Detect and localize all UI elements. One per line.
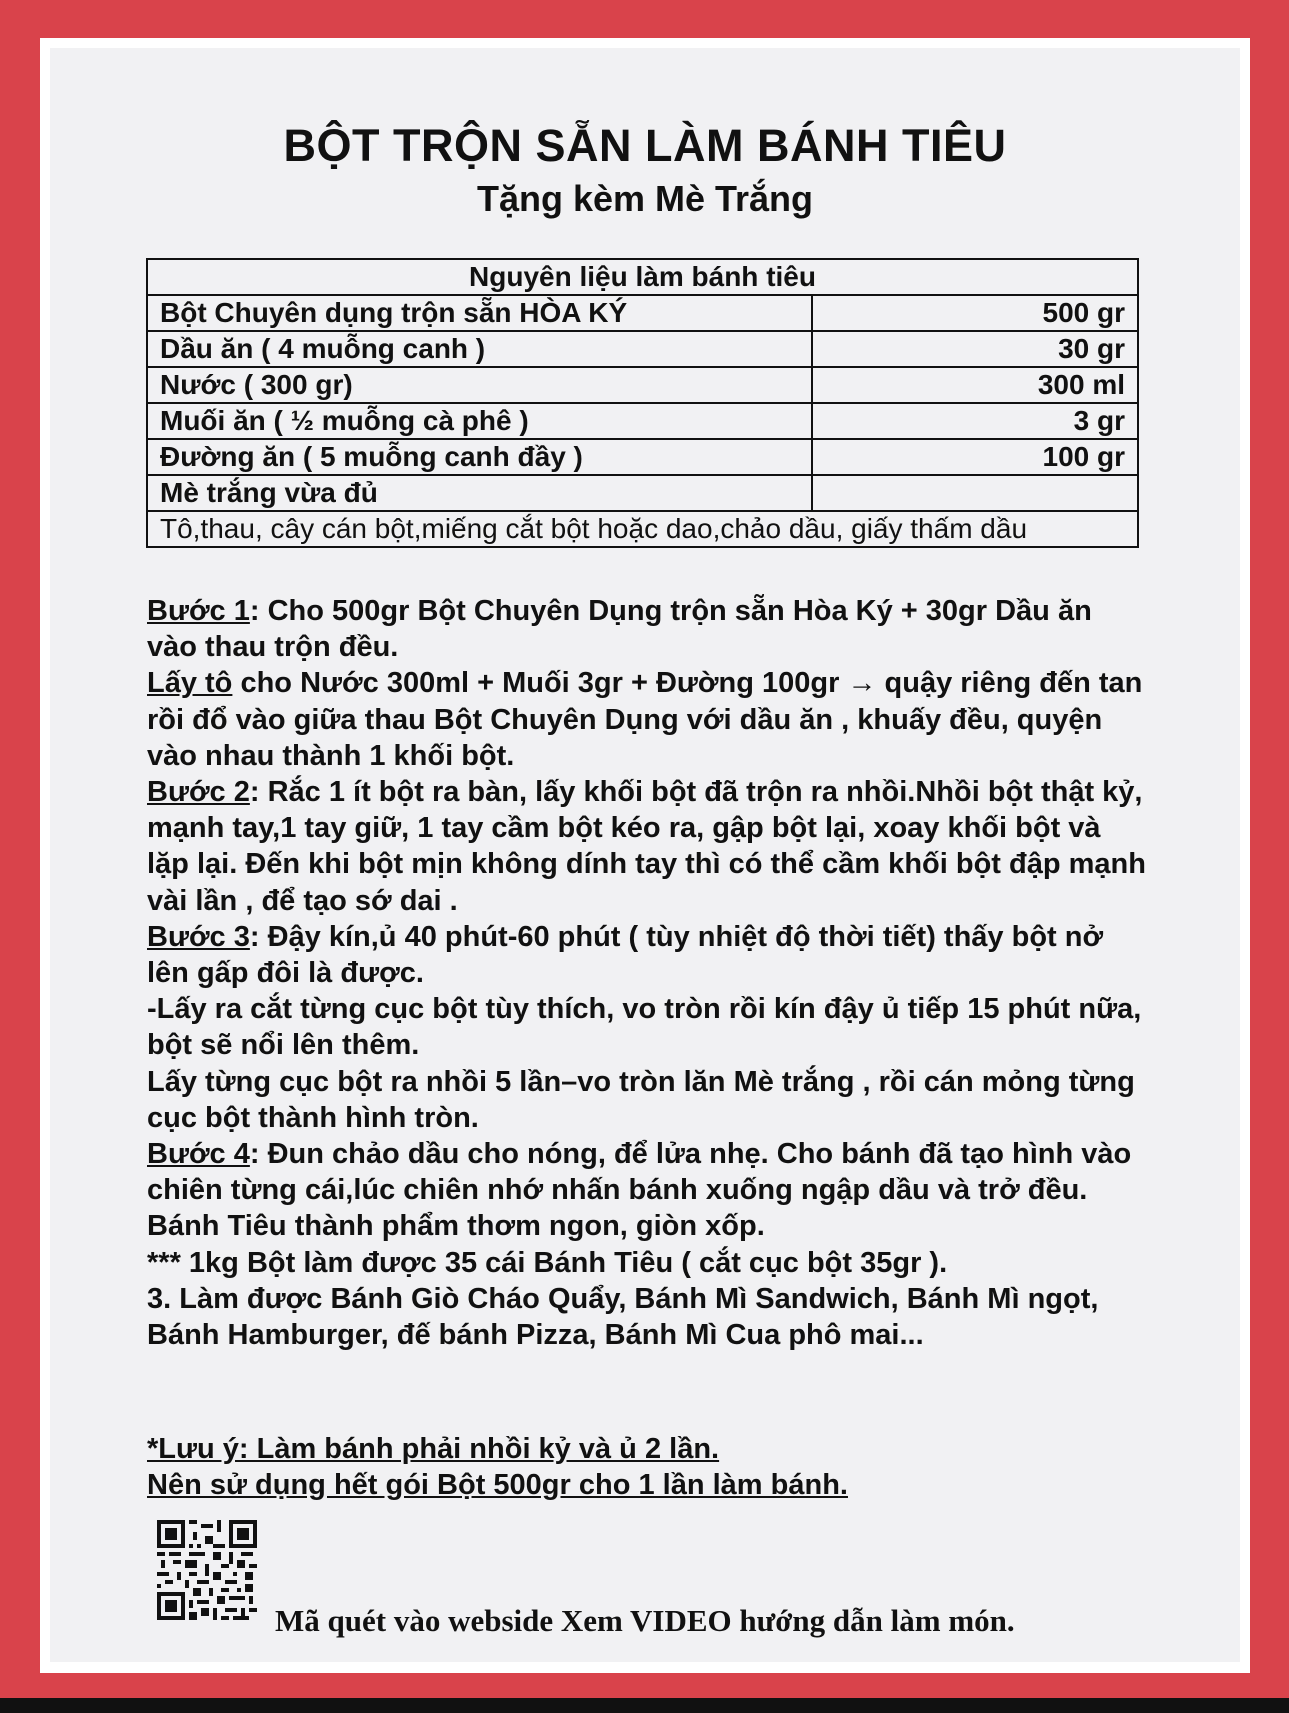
ingredient-qty: 30 gr bbox=[812, 331, 1138, 367]
step-1 bbox=[147, 593, 1147, 665]
page-title: BỘT TRỘN SẴN LÀM BÁNH TIÊU bbox=[283, 120, 1007, 171]
step-1b bbox=[147, 665, 1147, 774]
ingredient-name: Bột Chuyên dụng trộn sẵn HÒA KÝ bbox=[147, 295, 812, 331]
notes bbox=[147, 1431, 1147, 1503]
page-subtitle: Tặng kèm Mè Trắng bbox=[476, 178, 814, 219]
table-row bbox=[147, 367, 1138, 403]
step-text: : Đậy kín,ủ 40 phút-60 phút ( tùy nhiệt độ thời tiết) thấy bột nở lên gấp đôi là được. bbox=[147, 920, 1104, 990]
table-row bbox=[147, 439, 1138, 475]
note-2: Nên sử dụng hết gói Bột 500gr cho 1 lần làm bánh. bbox=[147, 1469, 848, 1501]
ingredient-name: Đường ăn ( 5 muỗng canh đầy ) bbox=[147, 439, 812, 475]
ingredient-name: Dầu ăn ( 4 muỗng canh ) bbox=[147, 331, 812, 367]
ingredient-name: Muối ăn ( ½ muỗng cà phê ) bbox=[147, 403, 812, 439]
ingredient-qty: 300 ml bbox=[812, 367, 1138, 403]
ingredients-table bbox=[146, 258, 1139, 548]
ingredient-qty: 3 gr bbox=[812, 403, 1138, 439]
table-header-row bbox=[147, 259, 1138, 295]
step-text: : Đun chảo dầu cho nóng, để lửa nhẹ. Cho bánh đã tạo hình vào chiên từng cái,lúc chiên nhớ nhấn bánh xuống ngập dầu và trở đều. bbox=[147, 1138, 1132, 1207]
ingredient-name: Nước ( 300 gr) bbox=[147, 367, 812, 403]
step-3 bbox=[147, 919, 1147, 991]
ingredient-name: Mè trắng vừa đủ bbox=[147, 475, 812, 511]
step-text: : Rắc 1 ít bột ra bàn, lấy khối bột đã trộn ra nhồi.Nhồi bột thật kỷ, mạnh tay,1 tay giữ, 1 tay cầm bột kéo ra, gập bột lại, xoay khối bột và lặp lại. Đến khi bột mịn không dính tay thì có thể cầm khối bột đập mạnh vài lần , để tạo sớ dai . bbox=[147, 776, 1146, 917]
step-label: Bước 3 bbox=[147, 920, 250, 953]
ingredient-qty bbox=[812, 475, 1138, 511]
step-label: Bước 2 bbox=[147, 776, 250, 809]
table-row bbox=[147, 295, 1138, 331]
qr-code-icon[interactable] bbox=[157, 1520, 257, 1620]
tools-list: Tô,thau, cây cán bột,miếng cắt bột hoặc dao,chảo dầu, giấy thấm dầu bbox=[147, 511, 1138, 547]
step-label: Lấy tô bbox=[147, 667, 233, 700]
table-row bbox=[147, 331, 1138, 367]
step-2 bbox=[147, 774, 1147, 919]
bottom-edge bbox=[0, 1698, 1289, 1713]
uses-text: 3. Làm được Bánh Giò Cháo Quẩy, Bánh Mì Sandwich, Bánh Mì ngọt, Bánh Hamburger, đế bánh Pizza, Bánh Mì Cua phô mai... bbox=[147, 1282, 1099, 1352]
result-text: Bánh Tiêu thành phẩm thơm ngon, giòn xốp. bbox=[147, 1210, 765, 1243]
scan-qr-caption: Mã quét vào webside Xem VIDEO hướng dẫn làm món. bbox=[275, 1603, 1015, 1638]
step-4 bbox=[147, 1136, 1147, 1208]
step-3b: -Lấy ra cắt từng cục bột tùy thích, vo tròn rồi kín đậy ủ tiếp 15 phút nữa, bột sẽ nổi lên thêm. bbox=[147, 993, 1142, 1062]
ingredient-qty: 500 gr bbox=[812, 295, 1138, 331]
yield-text: *** 1kg Bột làm được 35 cái Bánh Tiêu ( cắt cục bột 35gr ). bbox=[147, 1246, 948, 1279]
ingredients-heading: Nguyên liệu làm bánh tiêu bbox=[147, 259, 1138, 295]
instructions bbox=[147, 593, 1147, 1353]
table-row bbox=[147, 475, 1138, 511]
step-text: : Cho 500gr Bột Chuyên Dụng trộn sẵn Hòa Ký + 30gr Dầu ăn vào thau trộn đều. bbox=[147, 595, 1092, 664]
recipe-sheet bbox=[50, 48, 1240, 1662]
step-label: Bước 1 bbox=[147, 595, 250, 627]
step-text: cho Nước 300ml + Muối 3gr + Đường 100gr → quậy riêng đến tan rồi đổ vào giữa thau Bột Chuyên Dụng với dầu ăn , khuấy đều, quyện vào nhau thành 1 khối bột. bbox=[147, 667, 1143, 772]
tools-row bbox=[147, 511, 1138, 547]
step-label: Bước 4 bbox=[147, 1138, 250, 1171]
step-3c: Lấy từng cục bột ra nhồi 5 lần–vo tròn lăn Mè trắng , rồi cán mỏng từng cục bột thành hình tròn. bbox=[147, 1065, 1135, 1134]
note-1: *Lưu ý: Làm bánh phải nhồi kỷ và ủ 2 lần. bbox=[147, 1433, 720, 1465]
ingredient-qty: 100 gr bbox=[812, 439, 1138, 475]
table-row bbox=[147, 403, 1138, 439]
